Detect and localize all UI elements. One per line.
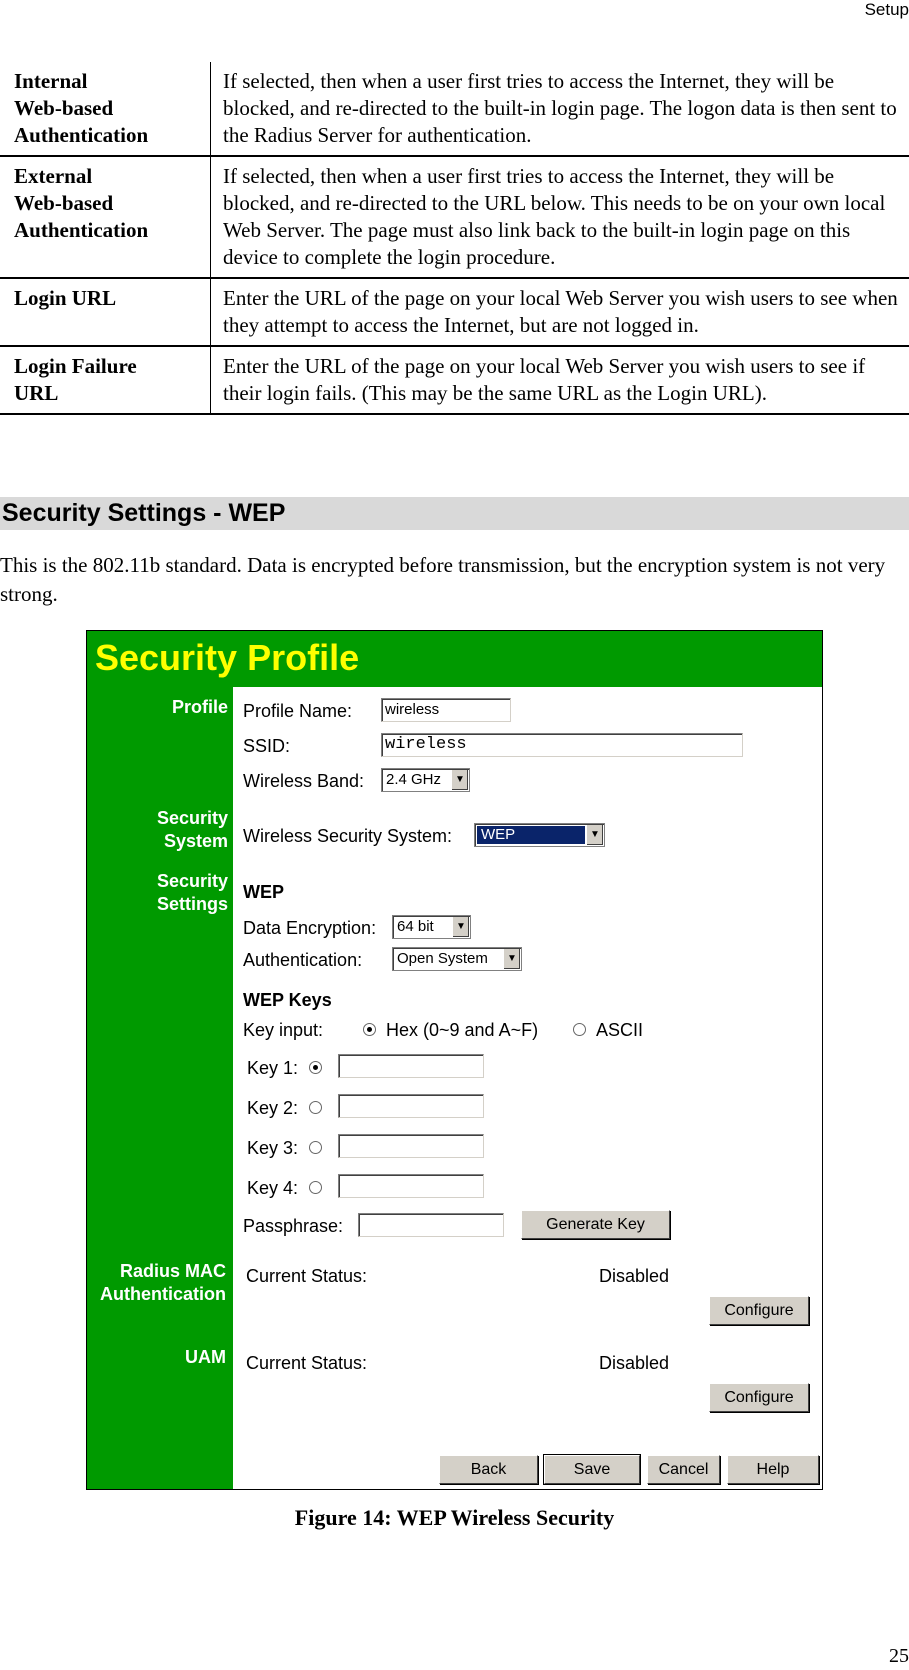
key-2-radio[interactable] xyxy=(309,1101,322,1114)
key-2-label: Key 2: xyxy=(247,1098,299,1118)
key-1-radio[interactable] xyxy=(309,1061,322,1074)
term-cell xyxy=(0,346,211,414)
definitions-table xyxy=(0,62,909,415)
key-3-label: Key 3: xyxy=(247,1138,299,1158)
radius-status-label: Current Status: xyxy=(246,1266,368,1286)
ssid-label: SSID: xyxy=(243,736,291,756)
wireless-band-select[interactable]: 2.4 GHz ▼ xyxy=(381,768,470,792)
cancel-button[interactable]: Cancel xyxy=(647,1455,720,1484)
authentication-select[interactable]: Open System ▼ xyxy=(392,947,522,971)
term-cell xyxy=(0,62,211,156)
chevron-down-icon: ▼ xyxy=(503,949,520,969)
security-profile-screenshot xyxy=(86,630,823,1490)
panel-title: Security Profile xyxy=(95,637,360,678)
generate-key-button[interactable]: Generate Key xyxy=(521,1210,670,1239)
security-system-label: Wireless Security System: xyxy=(243,826,453,846)
side-label-security-settings: Security Settings xyxy=(156,871,228,914)
uam-status-value: Disabled xyxy=(599,1353,670,1373)
passphrase-label: Passphrase: xyxy=(243,1216,344,1236)
description-cell: If selected, then when a user first tries to access the Internet, they will be blocked, and re-directed to the URL below. This needs to be on your own local Web Server. The page must also link back to the built-in login page on this device to complete the login procedure. xyxy=(211,156,909,278)
profile-name-input[interactable]: wireless xyxy=(381,698,511,722)
term-line: Web-based xyxy=(14,191,114,215)
ssid-input[interactable]: wireless xyxy=(381,733,743,757)
table-row xyxy=(0,346,909,414)
key-4-radio[interactable] xyxy=(309,1181,322,1194)
key-3-radio[interactable] xyxy=(309,1141,322,1154)
table-row xyxy=(0,278,909,346)
key-input-hex-label: Hex (0~9 and A~F) xyxy=(386,1020,539,1040)
security-system-select[interactable]: WEP ▼ xyxy=(474,823,605,847)
side-label-radius-mac: Radius MAC Authentication xyxy=(100,1261,226,1304)
page-number: 25 xyxy=(889,1645,909,1667)
side-label-security-system: Security System xyxy=(156,808,228,851)
term-line: Internal xyxy=(14,69,88,93)
description-cell: Enter the URL of the page on your local Web Server you wish users to see when they attempt to access the Internet, but are not logged in. xyxy=(211,278,909,346)
data-encryption-label: Data Encryption: xyxy=(243,918,377,938)
radius-configure-button[interactable]: Configure xyxy=(709,1296,809,1325)
section-heading: Security Settings - WEP xyxy=(0,497,909,530)
wep-keys-heading: WEP Keys xyxy=(243,990,332,1010)
data-encryption-select[interactable]: 64 bit ▼ xyxy=(392,915,471,939)
save-button[interactable]: Save xyxy=(544,1455,640,1484)
key-1-label: Key 1: xyxy=(247,1058,299,1078)
key-input-label: Key input: xyxy=(243,1020,324,1040)
uam-configure-button[interactable]: Configure xyxy=(709,1383,809,1412)
help-button[interactable]: Help xyxy=(727,1455,819,1484)
table-row xyxy=(0,62,909,156)
back-button[interactable]: Back xyxy=(439,1455,538,1484)
table-row xyxy=(0,156,909,278)
key-input-ascii-radio[interactable] xyxy=(573,1023,586,1036)
profile-name-label: Profile Name: xyxy=(243,701,353,721)
term-line: Login Failure xyxy=(14,354,137,378)
key-input-ascii-label: ASCII xyxy=(596,1020,644,1040)
term-cell xyxy=(0,156,211,278)
term-line: URL xyxy=(14,381,59,405)
wep-heading: WEP xyxy=(243,882,285,902)
side-label-uam: UAM xyxy=(185,1347,226,1367)
key-2-input[interactable] xyxy=(338,1094,484,1118)
intro-paragraph: This is the 802.11b standard. Data is encrypted before transmission, but the encryption system is not very strong. xyxy=(0,553,886,606)
term-line: Authentication xyxy=(14,123,149,147)
description-cell: If selected, then when a user first tries to access the Internet, they will be blocked, and re-directed to the built-in login page. The logon data is then sent to the Radius Server for authentication. xyxy=(223,69,897,147)
key-input-hex-radio[interactable] xyxy=(363,1023,376,1036)
uam-status-label: Current Status: xyxy=(246,1353,368,1373)
authentication-label: Authentication: xyxy=(243,950,363,970)
chevron-down-icon: ▼ xyxy=(451,770,468,790)
chevron-down-icon: ▼ xyxy=(452,917,469,937)
key-1-input[interactable] xyxy=(338,1054,484,1078)
term-line: Web-based xyxy=(14,96,114,120)
radius-status-value: Disabled xyxy=(599,1266,670,1286)
key-4-label: Key 4: xyxy=(247,1178,299,1198)
key-4-input[interactable] xyxy=(338,1174,484,1198)
side-label-profile: Profile xyxy=(171,697,228,717)
running-header: Setup xyxy=(864,0,909,19)
wireless-band-label: Wireless Band: xyxy=(243,771,365,791)
chevron-down-icon: ▼ xyxy=(586,825,603,845)
figure-caption: Figure 14: WEP Wireless Security xyxy=(294,1505,615,1530)
term-line: Authentication xyxy=(14,218,149,242)
term-line: External xyxy=(14,164,93,188)
term-line: Login URL xyxy=(14,286,117,310)
description-cell: Enter the URL of the page on your local Web Server you wish users to see if their login fails. (This may be the same URL as the Login URL). xyxy=(211,346,909,414)
passphrase-input[interactable] xyxy=(358,1213,504,1237)
key-3-input[interactable] xyxy=(338,1134,484,1158)
term-cell xyxy=(0,278,211,346)
